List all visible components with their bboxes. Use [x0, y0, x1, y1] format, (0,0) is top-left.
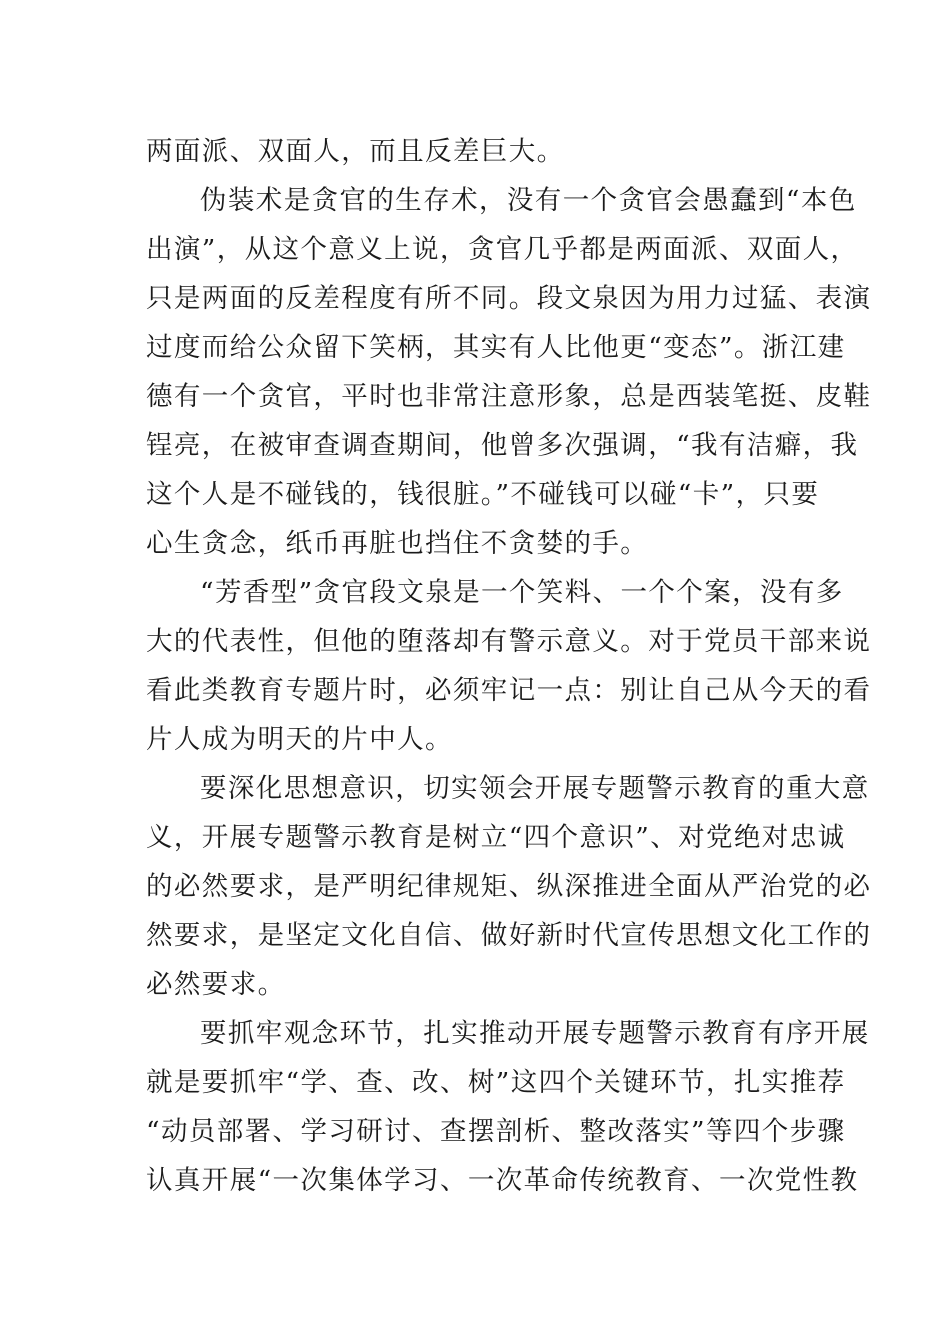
text-line: 出演”，从这个意义上说，贪官几乎都是两面派、双面人，: [146, 234, 859, 265]
text-line: 的必然要求，是严明纪律规矩、纵深推进全面从严治党的必: [146, 871, 872, 902]
text-line: 这个人是不碰钱的，钱很脏。”不碰钱可以碰“卡”，只要: [146, 479, 820, 510]
text-line: 就是要抓牢“学、查、改、树”这四个关键环节，扎实推荐: [146, 1067, 846, 1098]
text-line: 看此类教育专题片时，必须牢记一点：别让自己从今天的看: [146, 675, 872, 706]
text-line: 过度而给公众留下笑柄，其实有人比他更“变态”。浙江建: [146, 332, 846, 363]
text-line: 两面派、双面人，而且反差巨大。: [146, 136, 565, 167]
text-line: “动员部署、学习研讨、查摆剖析、整改落实”等四个步骤: [146, 1116, 846, 1147]
paragraph-first-line: 伪装术是贪官的生存术，没有一个贪官会愚蠢到“本色: [200, 185, 857, 216]
text-line: 锃亮，在被审查调查期间，他曾多次强调，“我有洁癖，我: [146, 430, 859, 461]
paragraph-first-line: “芳香型”贪官段文泉是一个笑料、一个个案，没有多: [200, 577, 844, 608]
text-line: 大的代表性，但他的堕落却有警示意义。对于党员干部来说: [146, 626, 872, 657]
text-line: 心生贪念，纸币再脏也挡住不贪婪的手。: [146, 528, 649, 559]
text-line: 认真开展“一次集体学习、一次革命传统教育、一次党性教: [146, 1165, 859, 1196]
paragraph-first-line: 要抓牢观念环节，扎实推动开展专题警示教育有序开展: [200, 1018, 870, 1049]
text-line: 然要求，是坚定文化自信、做好新时代宣传思想文化工作的: [146, 920, 872, 951]
document-body: [146, 127, 872, 1205]
text-line: 德有一个贪官，平时也非常注意形象，总是西装笔挺、皮鞋: [146, 381, 872, 412]
text-line: 只是两面的反差程度有所不同。段文泉因为用力过猛、表演: [146, 283, 872, 314]
paragraph-first-line: 要深化思想意识，切实领会开展专题警示教育的重大意: [200, 773, 870, 804]
text-line: 片人成为明天的片中人。: [146, 724, 453, 755]
text-line: 必然要求。: [146, 969, 286, 1000]
text-line: 义，开展专题警示教育是树立“四个意识”、对党绝对忠诚: [146, 822, 846, 853]
